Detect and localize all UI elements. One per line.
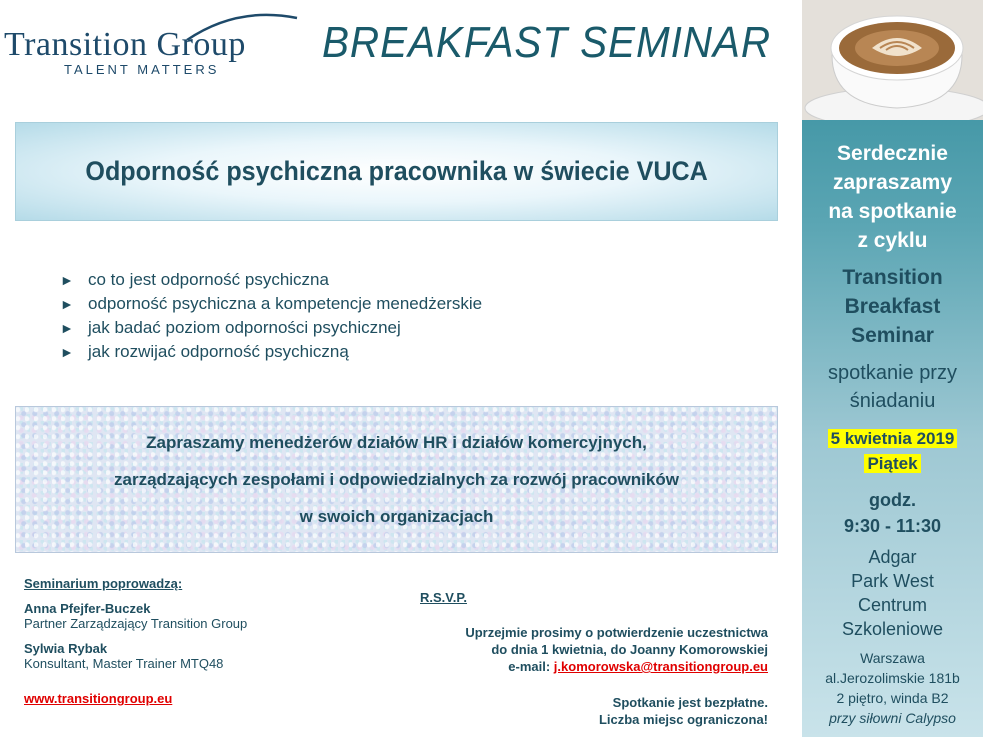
sidebar-invite: Serdecznie zapraszamy na spotkanie z cyklu <box>828 142 957 252</box>
host-name: Sylwia Rybak <box>24 641 108 656</box>
topic-list <box>60 268 482 364</box>
list-item: ► co to jest odporność psychiczna <box>60 268 482 292</box>
event-date: 5 kwietnia 2019 Piątek <box>802 426 983 476</box>
email-link[interactable]: j.komorowska@transitiongroup.eu <box>553 659 768 674</box>
triangle-right-icon: ► <box>60 296 74 312</box>
event-address: Warszawa al.Jerozolimskie 181b 2 piętro, winda B2 przy siłowni Calypso <box>825 650 960 726</box>
main-title-box <box>15 122 778 221</box>
sidebar-meeting: spotkanie przy śniadaniu <box>828 362 957 412</box>
event-venue: Adgar Park West Centrum Szkoleniowe <box>841 547 944 639</box>
logo-tagline: TALENT MATTERS <box>64 62 220 77</box>
rsvp-text: Uprzejmie prosimy o potwierdzenie uczestnictwa do dnia 1 kwietnia, do Joanny Komorowskiej e-mail: j.komorowska@transitiongroup.eu <box>465 625 768 674</box>
host-role: Partner Zarządzający Transition Group <box>24 616 248 631</box>
free-note: Spotkanie jest bezpłatne. Liczba miejsc ograniczona! <box>598 695 768 727</box>
audience-line: w swoich organizacjach <box>299 507 494 526</box>
list-item: ► odporność psychiczna a kompetencje menedżerskie <box>60 292 482 316</box>
list-item: ► jak badać poziom odporności psychicznej <box>60 316 482 340</box>
coffee-cup-image <box>802 0 983 120</box>
hosts-heading: Seminarium poprowadzą: <box>24 576 183 591</box>
website-link[interactable]: www.transitiongroup.eu <box>24 691 173 706</box>
audience-box <box>15 406 778 553</box>
host-role: Konsultant, Master Trainer MTQ48 <box>24 656 224 671</box>
seminar-title: BREAKFAST SEMINAR <box>322 18 772 67</box>
host-name: Anna Pfejfer-Buczek <box>24 601 151 616</box>
audience-line: zarządzających zespołami i odpowiedzialnych za rozwój pracowników <box>114 470 679 489</box>
main-title: Odporność psychiczna pracownika w świecie VUCA <box>85 156 708 186</box>
sidebar <box>802 0 983 737</box>
triangle-right-icon: ► <box>60 320 74 336</box>
company-logo <box>2 22 292 82</box>
event-time: godz. 9:30 - 11:30 <box>843 490 942 536</box>
logo-name: Transition Group <box>4 26 246 63</box>
hosts-section <box>24 576 247 706</box>
audience-line: Zapraszamy menedżerów działów HR i działów komercyjnych, <box>146 433 647 452</box>
list-item: ► jak rozwijać odporność psychiczną <box>60 340 482 364</box>
sidebar-series: Transition Breakfast Seminar <box>842 266 943 347</box>
triangle-right-icon: ► <box>60 272 74 288</box>
triangle-right-icon: ► <box>60 344 74 360</box>
rsvp-heading: R.S.V.P. <box>420 590 467 605</box>
